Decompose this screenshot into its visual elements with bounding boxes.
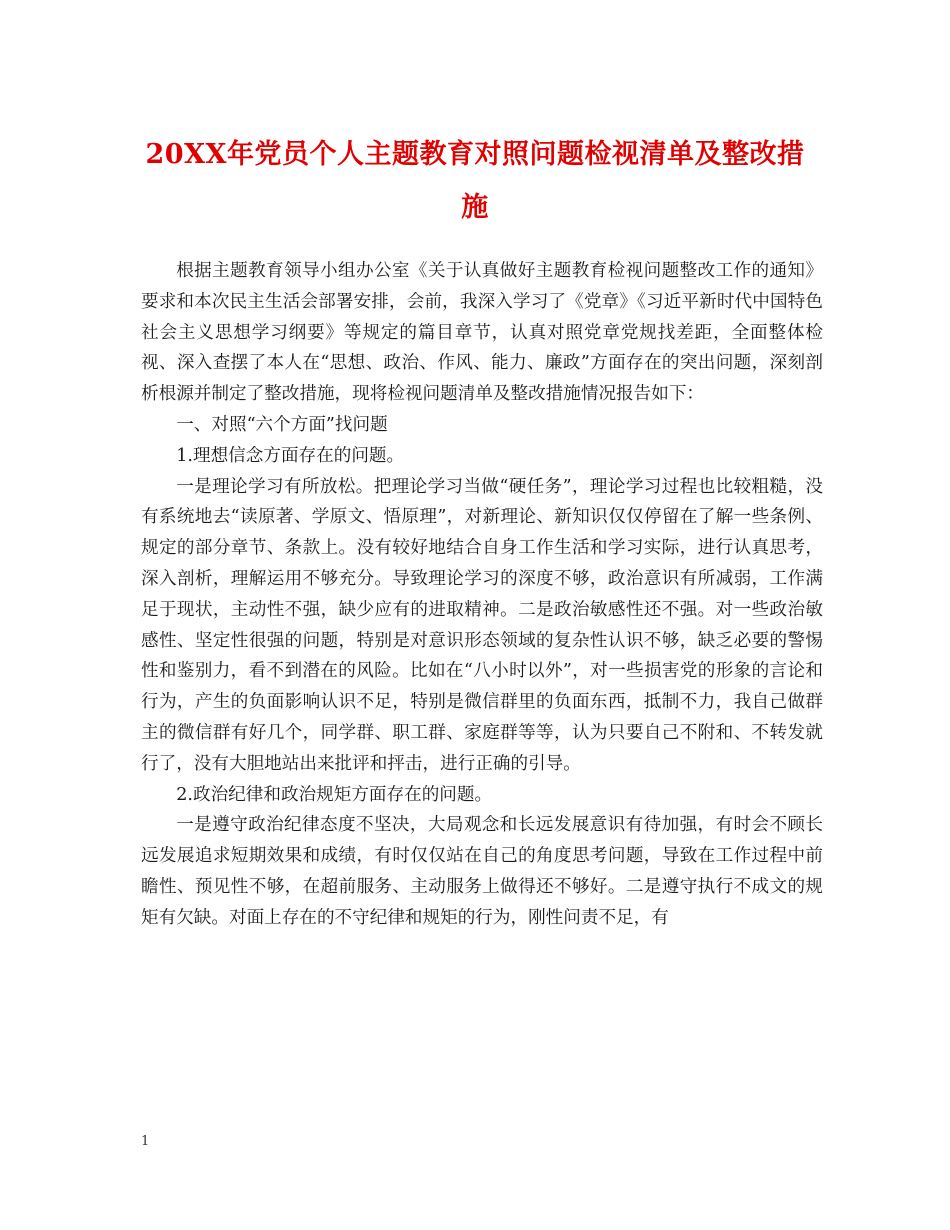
intro-paragraph: 根据主题教育领导小组办公室《关于认真做好主题教育检视问题整改工作的通知》要求和本次民主生活会部署安排，会前，我深入学习了《党章》《习近平新时代中国特色社会主义思想学习纲要》等规定的篇目章节，认真对照党章党规找差距，全面整体检视、深入查摆了本人在“思想、政治、作风、能力、廉政”方面存在的突出问题，深刻剖析根源并制定了整改措施，现将检视问题清单及整改措施情况报告如下：: [141, 261, 823, 405]
body-paragraph: 一是遵守政治纪律态度不坚决，大局观念和长远发展意识有待加强，有时会不顾长远发展追求短期效果和成绩，有时仅仅站在自己的角度思考问题，导致在工作过程中前瞻性、预见性不够，在超前服务、主动服务上做得还不够好。二是遵守执行不成文的规矩有欠缺。对面上存在的不守纪律和规矩的行为，刚性问责不足，有: [141, 815, 823, 928]
body-paragraph: 一是理论学习有所放松。把理论学习当做“硬任务”，理论学习过程也比较粗糙，没有系统地去“读原著、学原文、悟原理”，对新理论、新知识仅仅停留在了解一些条例、规定的部分章节、条款上。没有较好地结合自身工作生活和学习实际，进行认真思考，深入剖析，理解运用不够充分。导致理论学习的深度不够，政治意识有所减弱，工作满足于现状，主动性不强，缺少应有的进取精神。二是政治敏感性还不强。对一些政治敏感性、坚定性很强的问题，特别是对意识形态领域的复杂性认识不够，缺乏必要的警惕性和鉴别力，看不到潜在的风险。比如在“八小时以外”，对一些损害党的形象的言论和行为，产生的负面影响认识不足，特别是微信群里的负面东西，抵制不力，我自己做群主的微信群有好几个，同学群、职工群、家庭群等等，认为只要自己不附和、不转发就行了，没有大胆地站出来批评和抨击，进行正确的引导。: [141, 476, 823, 774]
subsection-heading: 1.理想信念方面存在的问题。: [176, 445, 405, 466]
document-title: 20XX年党员个人主题教育对照问题检视清单及整改措施: [145, 139, 805, 223]
document-body: [141, 256, 823, 934]
subsection-heading: 2.政治纪律和政治规矩方面存在的问题。: [176, 784, 493, 805]
section-heading: 一、对照“六个方面”找问题: [176, 414, 388, 435]
page-number: 1: [141, 1134, 150, 1149]
